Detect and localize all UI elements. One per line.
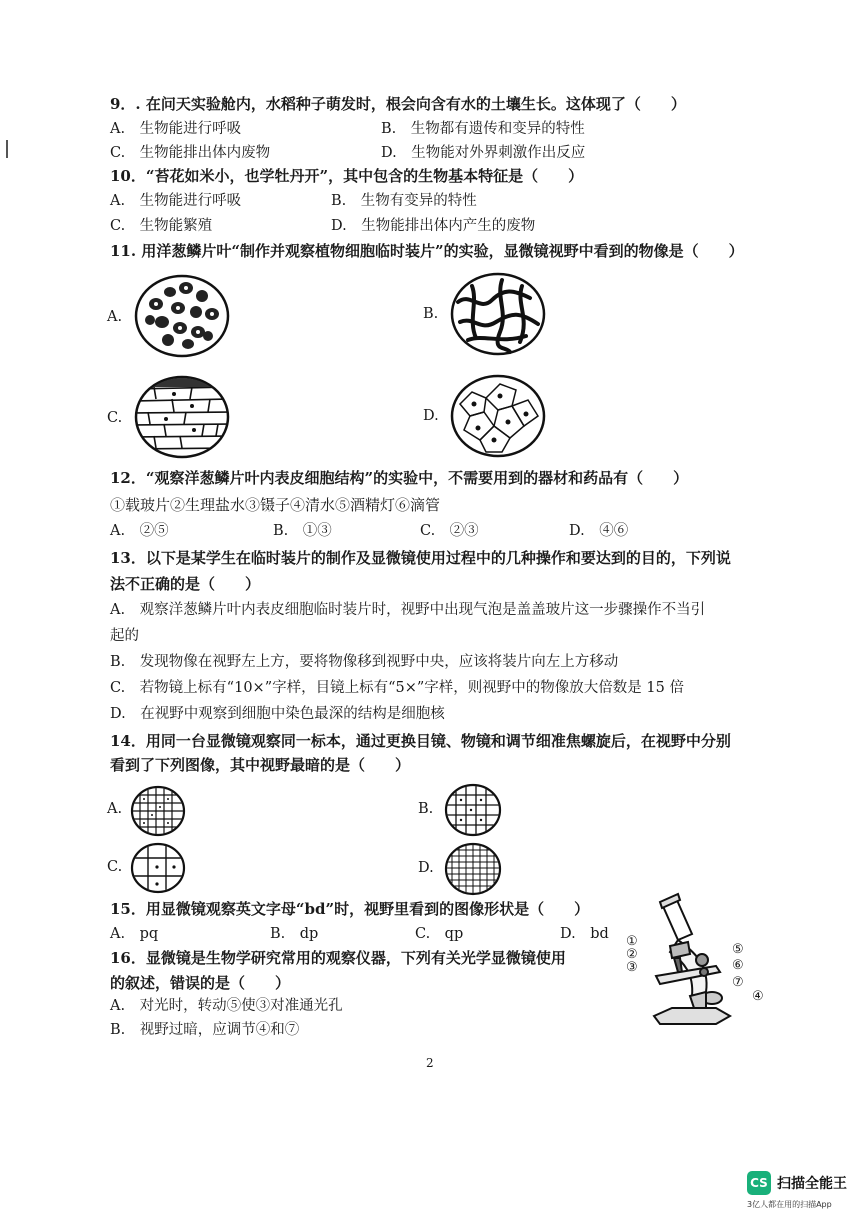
q11-figure-d-oral-cells	[450, 374, 546, 458]
q9-option-c: C. 生物能排出体内废物	[110, 145, 271, 161]
q13-stem-line1: 13．以下是某学生在临时装片的制作及显微镜使用过程中的几种操作和要达到的目的，下列说	[110, 549, 731, 567]
q11-label-b: B.	[423, 306, 439, 322]
microscope-label-2: ②	[626, 947, 638, 962]
q9-option-d: D. 生物能对外界刺激作出反应	[381, 145, 586, 161]
microscope-figure	[620, 892, 770, 1032]
q13-option-a-line2: 起的	[110, 628, 139, 644]
q11-label-c: C.	[107, 410, 123, 426]
q14-label-b: B.	[418, 801, 434, 817]
q14-label-c: C.	[107, 859, 123, 875]
q14-figure-c-cells	[130, 842, 186, 894]
scanner-watermark	[747, 1171, 857, 1213]
q14-figure-d-cells	[444, 842, 502, 896]
q12-option-b: B. ①③	[273, 523, 332, 539]
q11-label-a: A.	[107, 309, 123, 325]
q15-option-a: A. pq	[110, 926, 159, 942]
q11-figure-b-stained-tissue	[450, 272, 546, 356]
q12-items: ①载玻片②生理盐水③镊子④清水⑤酒精灯⑥滴管	[110, 496, 441, 514]
q10-option-d: D. 生物能排出体内产生的废物	[331, 218, 536, 234]
microscope-label-4: ④	[752, 989, 764, 1004]
q16-stem-line1: 16．显微镜是生物学研究常用的观察仪器，下列有关光学显微镜使用	[110, 949, 566, 967]
q10-option-b: B. 生物有变异的特性	[331, 193, 477, 209]
scanner-title: 扫描全能王	[777, 1176, 847, 1192]
scan-edge-mark	[6, 140, 8, 158]
microscope-label-5: ⑤	[732, 942, 744, 957]
microscope-label-3: ③	[626, 960, 638, 975]
microscope-label-6: ⑥	[732, 958, 744, 973]
q10-stem: 10．“苔花如米小，也学牡丹开”，其中包含的生物基本特征是（ ）	[110, 167, 584, 185]
q11-stem: 11. 用洋葱鳞片叶“制作并观察植物细胞临时装片”的实验，显微镜视野中看到的物像是（ ）	[110, 242, 744, 260]
q12-option-c: C. ②③	[420, 523, 479, 539]
microscope-label-1: ①	[626, 934, 638, 949]
q11-figure-c-onion-epidermis	[134, 375, 230, 459]
q9-option-b: B. 生物都有遗传和变异的特性	[381, 121, 585, 137]
q10-option-a: A. 生物能进行呼吸	[110, 193, 242, 209]
q13-option-d: D. 在视野中观察到细胞中染色最深的结构是细胞核	[110, 706, 445, 722]
q12-option-d: D. ④⑥	[569, 523, 629, 539]
scanner-subtitle: 3亿人都在用的扫描App	[747, 1200, 832, 1209]
q13-option-b: B. 发现物像在视野左上方，要将物像移到视野中央，应该将装片向左上方移动	[110, 654, 619, 670]
q16-option-a: A. 对光时，转动⑤使③对准通光孔	[110, 998, 343, 1014]
q11-figure-a-blood-cells	[134, 274, 230, 358]
q14-label-d: D.	[418, 860, 434, 876]
q14-figure-b-cells	[444, 783, 502, 837]
scanner-logo-icon: CS	[747, 1171, 771, 1195]
q10-option-c: C. 生物能繁殖	[110, 218, 213, 234]
q13-option-a-line1: A. 观察洋葱鳞片叶内表皮细胞临时装片时，视野中出现气泡是盖盖玻片这一步骤操作不当引	[110, 602, 706, 618]
q14-stem-line2: 看到了下列图像，其中视野最暗的是（ ）	[110, 756, 411, 774]
q15-option-d: D. bd	[560, 926, 609, 942]
page-number: 2	[426, 1056, 434, 1070]
q14-figure-a-cells	[130, 785, 186, 837]
q12-stem: 12．“观察洋葱鳞片叶内表皮细胞结构”的实验中，不需要用到的器材和药品有（ ）	[110, 469, 689, 487]
q11-label-d: D.	[423, 408, 439, 424]
q16-option-b: B. 视野过暗，应调节④和⑦	[110, 1022, 300, 1038]
q13-option-c: C. 若物镜上标有“10×”字样，目镜上标有“5×”字样，则视野中的物像放大倍数是 15 倍	[110, 680, 684, 696]
q15-option-c: C. qp	[415, 926, 464, 942]
q16-stem-line2: 的叙述，错误的是（ ）	[110, 974, 291, 992]
q14-label-a: A.	[107, 801, 123, 817]
q15-stem: 15．用显微镜观察英文字母“bd”时，视野里看到的图像形状是（ ）	[110, 900, 590, 918]
q13-stem-line2: 法不正确的是（ ）	[110, 575, 261, 593]
q12-option-a: A. ②⑤	[110, 523, 169, 539]
microscope-drawing	[620, 892, 770, 1032]
q9-stem: 9．. 在问天实验舱内，水稻种子萌发时，根会向含有水的土壤生长。这体现了（ ）	[110, 95, 686, 113]
microscope-label-7: ⑦	[732, 975, 744, 990]
q14-stem-line1: 14．用同一台显微镜观察同一标本，通过更换目镜、物镜和调节细准焦螺旋后，在视野中分别	[110, 732, 731, 750]
q15-option-b: B. dp	[270, 926, 319, 942]
q9-option-a: A. 生物能进行呼吸	[110, 121, 242, 137]
